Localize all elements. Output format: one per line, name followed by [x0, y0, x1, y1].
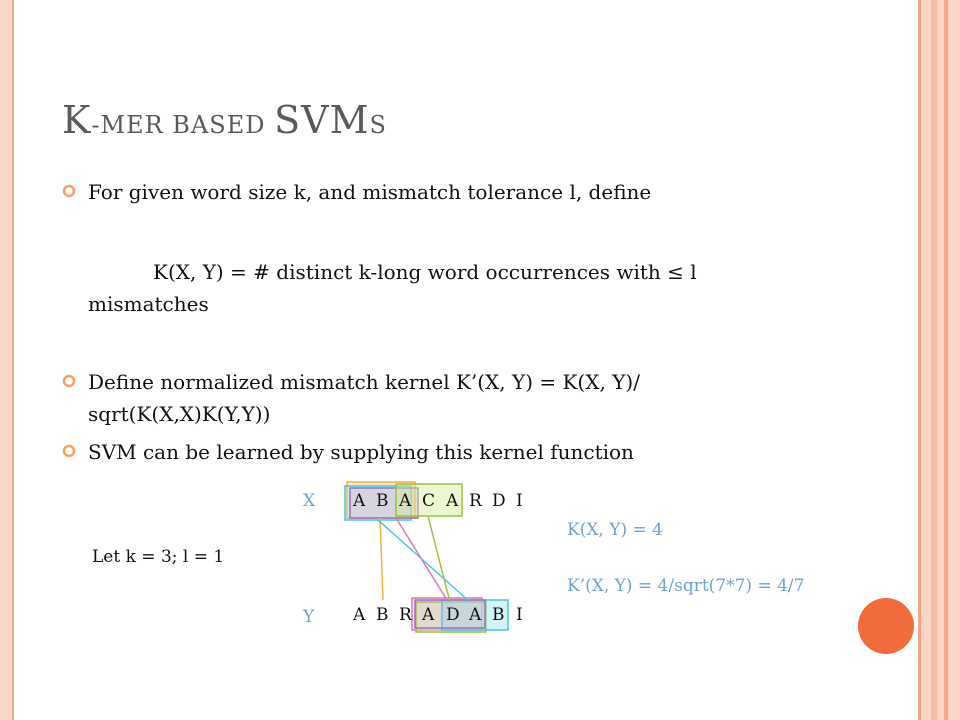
match-line-cyan: [378, 520, 470, 602]
y-letter: B: [492, 605, 505, 625]
y-letter: I: [516, 605, 523, 625]
x-letter: D: [492, 491, 506, 511]
y-letter: A: [353, 605, 366, 625]
match-line-green: [428, 516, 450, 602]
y-letter: B: [376, 605, 389, 625]
y-letter: A: [469, 605, 482, 625]
parameters-text: Let k = 3; l = 1: [92, 547, 225, 567]
match-line-orange: [380, 518, 383, 600]
x-letter: B: [376, 491, 389, 511]
y-letter: A: [422, 605, 435, 625]
normalized-kernel-value: K’(X, Y) = 4/sqrt(7*7) = 4/7: [567, 576, 805, 596]
bullet-text: Define normalized mismatch kernel K’(X, Y) = K(X, Y)/: [88, 370, 640, 394]
x-letter: A: [446, 491, 459, 511]
kernel-definition-line2: mismatches: [88, 292, 209, 316]
bullet-text: SVM can be learned by supplying this kernel function: [88, 440, 634, 464]
x-sequence-label: X: [303, 491, 316, 511]
x-letter: A: [399, 491, 412, 511]
y-sequence-label: Y: [303, 607, 315, 627]
bullet-text-continuation: sqrt(K(X,X)K(Y,Y)): [88, 402, 271, 426]
x-letter: C: [422, 491, 436, 511]
y-letter: D: [446, 605, 460, 625]
bullet-text: For given word size k, and mismatch tolerance l, define: [88, 180, 652, 204]
slide-title: K-MER BASED SVMS: [62, 98, 387, 142]
x-letter: R: [469, 491, 482, 511]
x-letter: A: [353, 491, 366, 511]
kernel-value: K(X, Y) = 4: [567, 520, 663, 540]
kernel-definition-line1: K(X, Y) = # distinct k-long word occurrences with ≤ l: [153, 260, 697, 284]
x-letter: I: [516, 491, 523, 511]
y-letter: R: [399, 605, 412, 625]
